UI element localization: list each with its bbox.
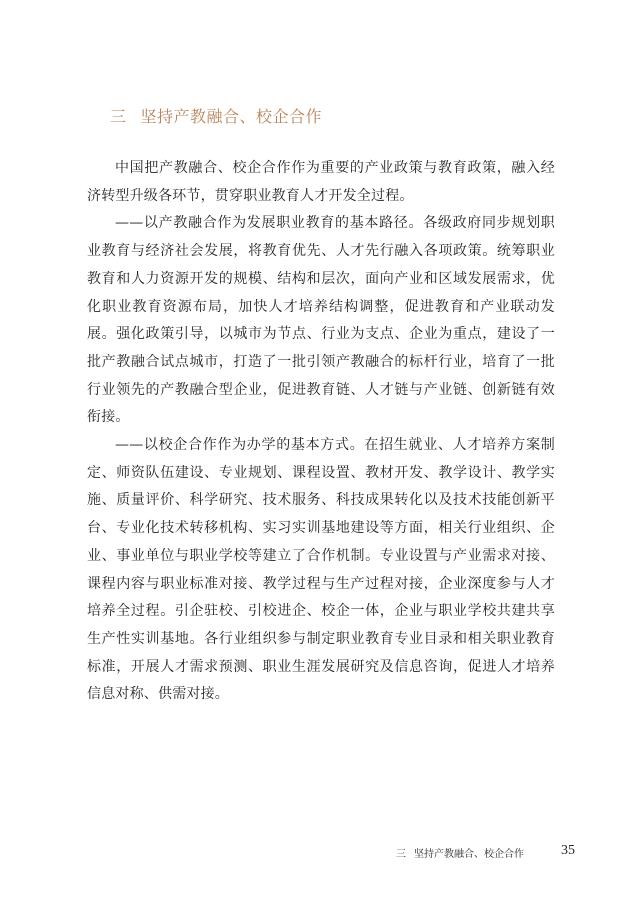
section-number: 三 (110, 107, 127, 126)
section-heading (110, 104, 322, 127)
paragraph-industry-education: ——以产教融合作为发展职业教育的基本路径。各级政府同步规划职业教育与经济社会发展，将教育优先、人才先行融入各项政策。统筹职业教育和人力资源开发的规模、结构和层次，面向产业和区域发展需求，优化职业教育资源布局，加快人才培养结构调整，促进教育和产业联动发展。强化政策引导，以城市为节点、行业为支点、企业为重点，建设了一批产教融合试点城市，打造了一批引领产教融合的标杆行业，培育了一批行业领先的产教融合型企业，促进教育链、人才链与产业链、创新链有效衔接。 (87, 215, 555, 426)
page-number: 35 (561, 843, 575, 858)
body-text (87, 155, 555, 709)
section-title: 坚持产教融合、校企合作 (140, 107, 323, 126)
paragraph-school-enterprise: ——以校企合作作为办学的基本方式。在招生就业、人才培养方案制定、师资队伍建设、专业规划、课程设置、教材开发、教学设计、教学实施、质量评价、科学研究、技术服务、科技成果转化以及技术技能创新平台、专业化技术转移机构、实习实训基地建设等方面，相关行业组织、企业、事业单位与职业学校等建立了合作机制。专业设置与产业需求对接、课程内容与职业标准对接、教学过程与生产过程对接，企业深度参与人才培养全过程。引企驻校、引校进企、校企一体，企业与职业学校共建共享生产性实训基地。各行业组织参与制定职业教育专业目录和相关职业教育标准，开展人才需求预测、职业生涯发展研究及信息咨询，促进人才培养信息对称、供需对接。 (87, 437, 555, 703)
page-footer (0, 843, 642, 863)
paragraph-intro: 中国把产教融合、校企合作作为重要的产业政策与教育政策，融入经济转型升级各环节，贯穿职业教育人才开发全过程。 (87, 160, 555, 204)
footer-section-number: 三 (396, 849, 406, 860)
running-footer (396, 845, 524, 860)
footer-section-title: 坚持产教融合、校企合作 (414, 849, 524, 860)
